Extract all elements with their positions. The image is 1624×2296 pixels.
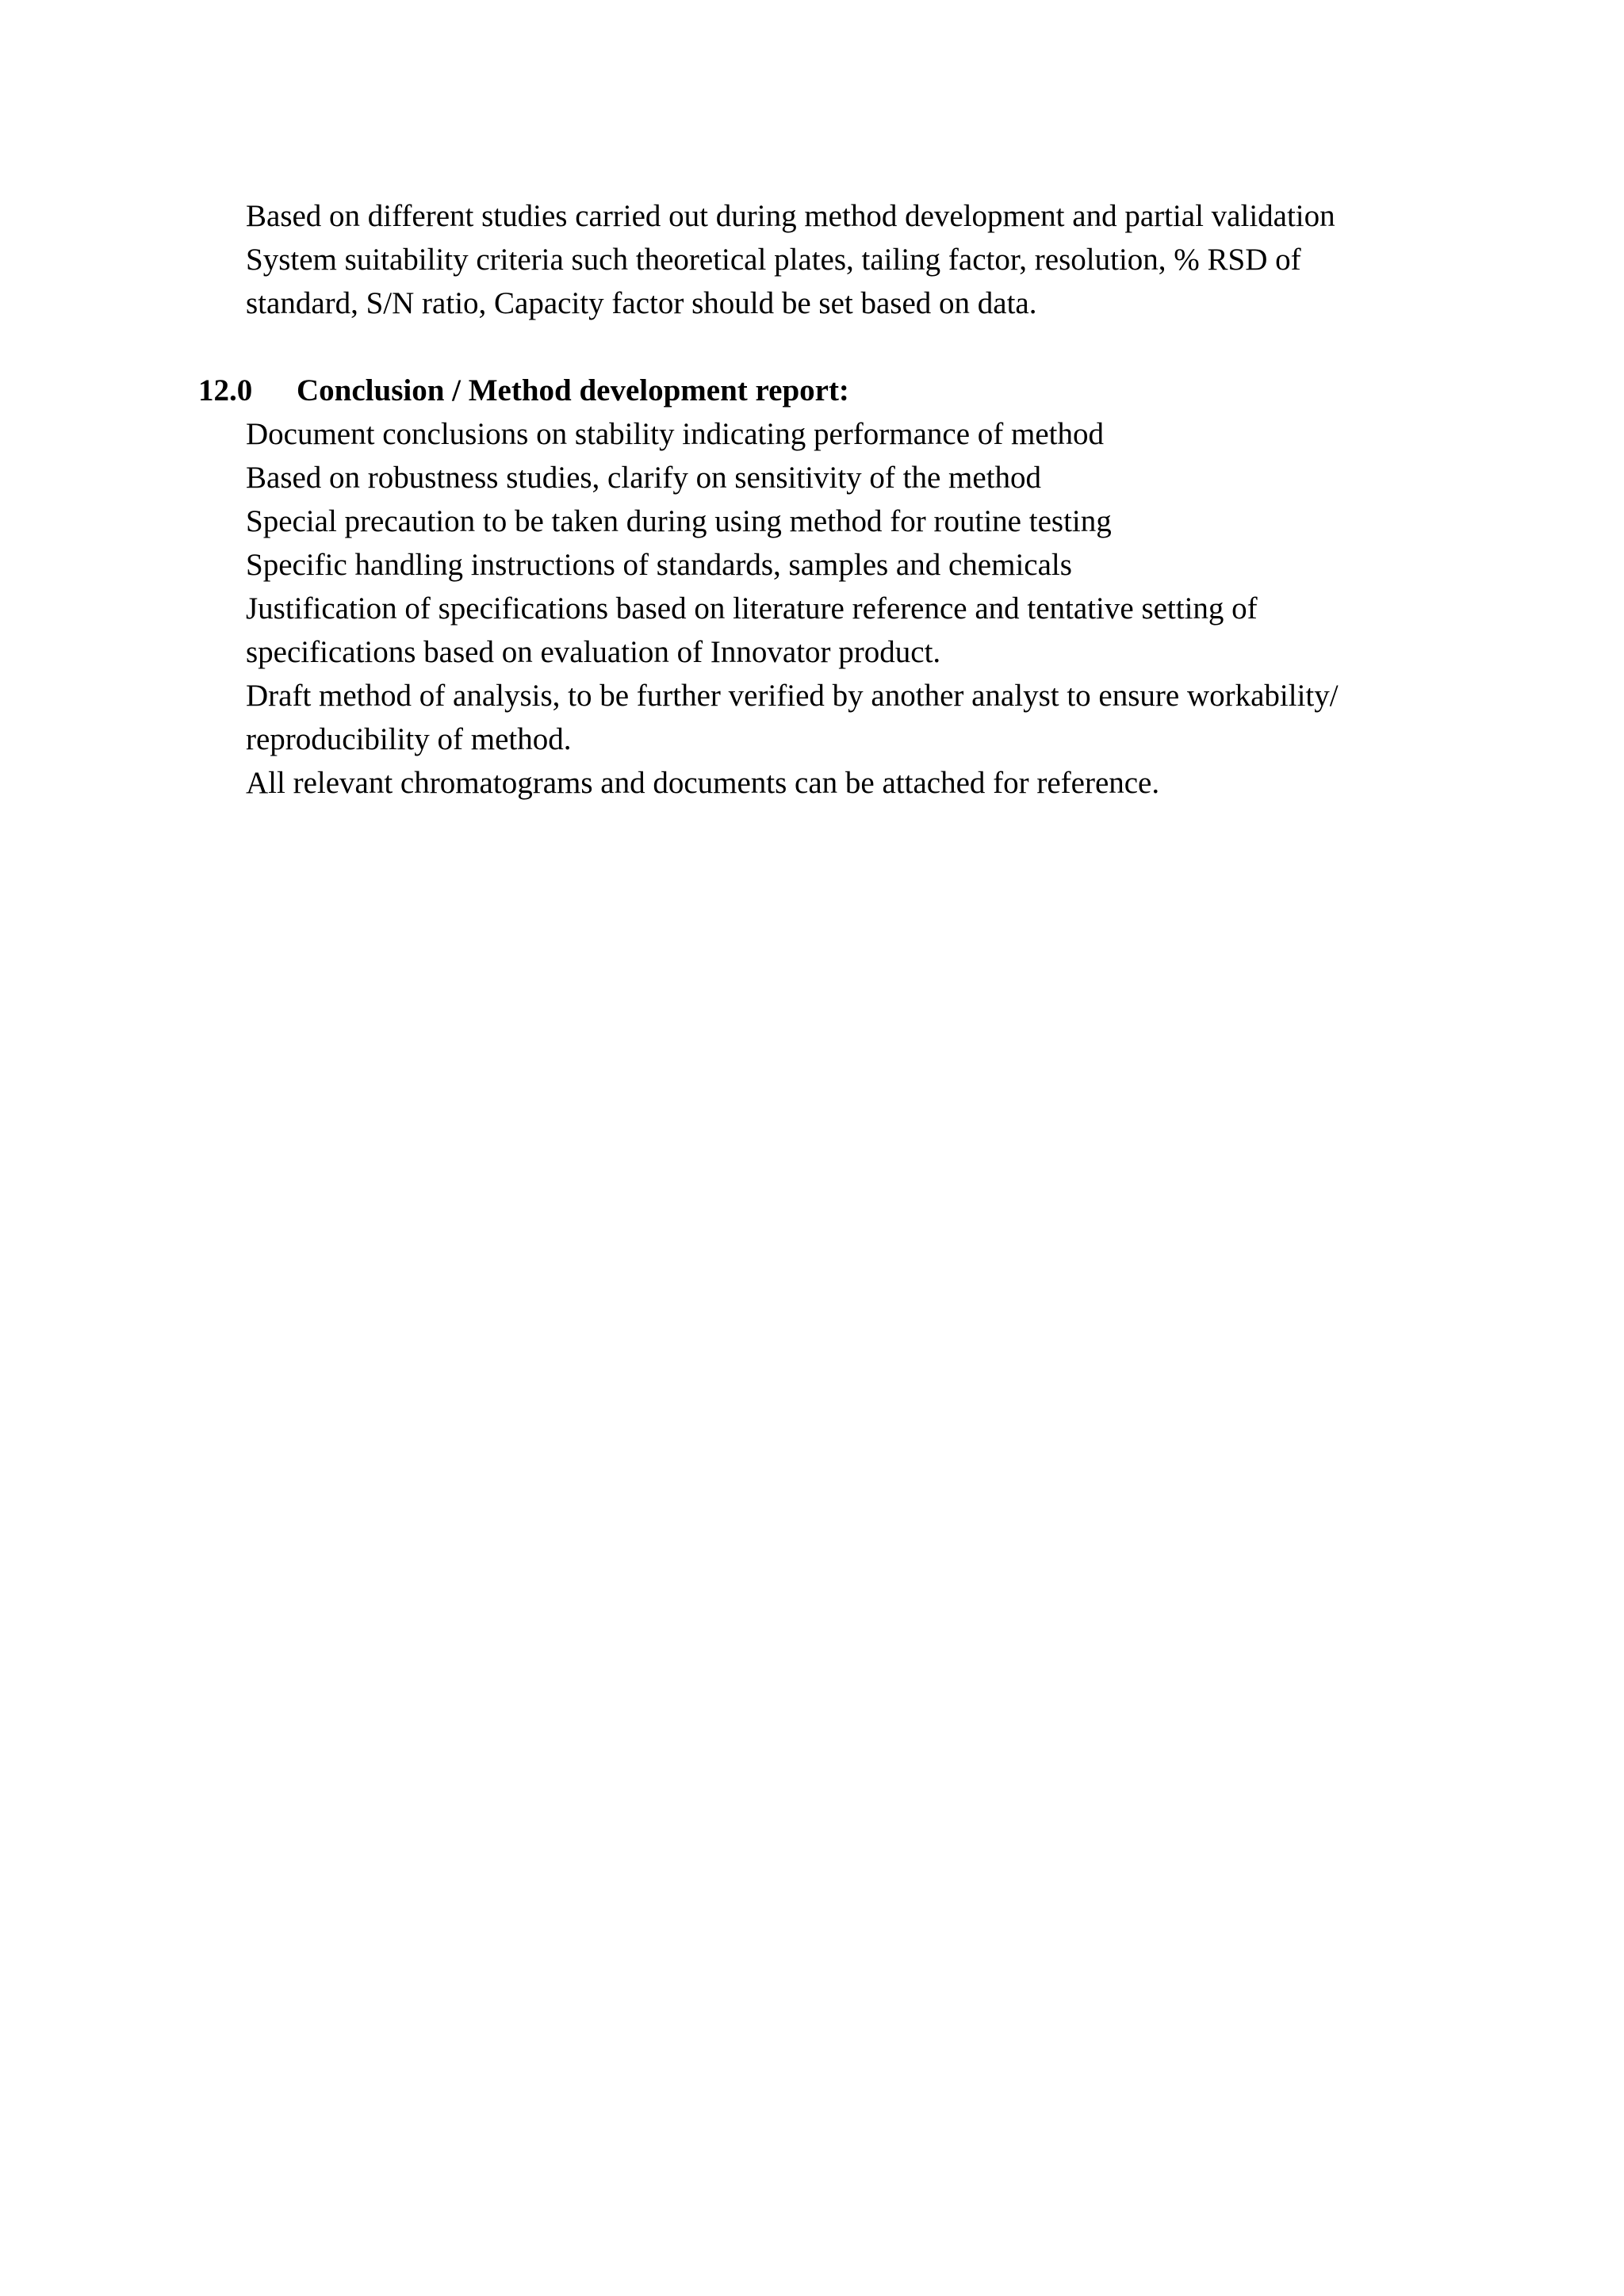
intro-line-3: standard, S/N ratio, Capacity factor should be set based on data.	[246, 286, 1037, 320]
intro-line-2: System suitability criteria such theoretical plates, tailing factor, resolution, % RSD of	[246, 243, 1301, 277]
section-body	[246, 412, 1435, 805]
section-line-3: Special precaution to be taken during using method for routine testing	[246, 504, 1112, 538]
intro-paragraph	[246, 194, 1435, 325]
section-line-4: Specific handling instructions of standards, samples and chemicals	[246, 548, 1072, 582]
section-line-2: Based on robustness studies, clarify on sensitivity of the method	[246, 461, 1042, 495]
section-title: Conclusion / Method development report:	[297, 373, 849, 408]
section-line-1: Document conclusions on stability indicating performance of method	[246, 417, 1104, 451]
section-heading	[198, 369, 849, 412]
section-number: 12.0	[198, 373, 253, 408]
section-line-6: specifications based on evaluation of Innovator product.	[246, 635, 941, 669]
intro-line-1: Based on different studies carried out during method development and partial validation	[246, 199, 1335, 233]
section-line-7: Draft method of analysis, to be further verified by another analyst to ensure workability/	[246, 679, 1339, 713]
section-line-5: Justification of specifications based on literature reference and tentative setting of	[246, 591, 1258, 626]
section-line-9: All relevant chromatograms and documents can be attached for reference.	[246, 766, 1160, 800]
section-line-8: reproducibility of method.	[246, 722, 572, 756]
